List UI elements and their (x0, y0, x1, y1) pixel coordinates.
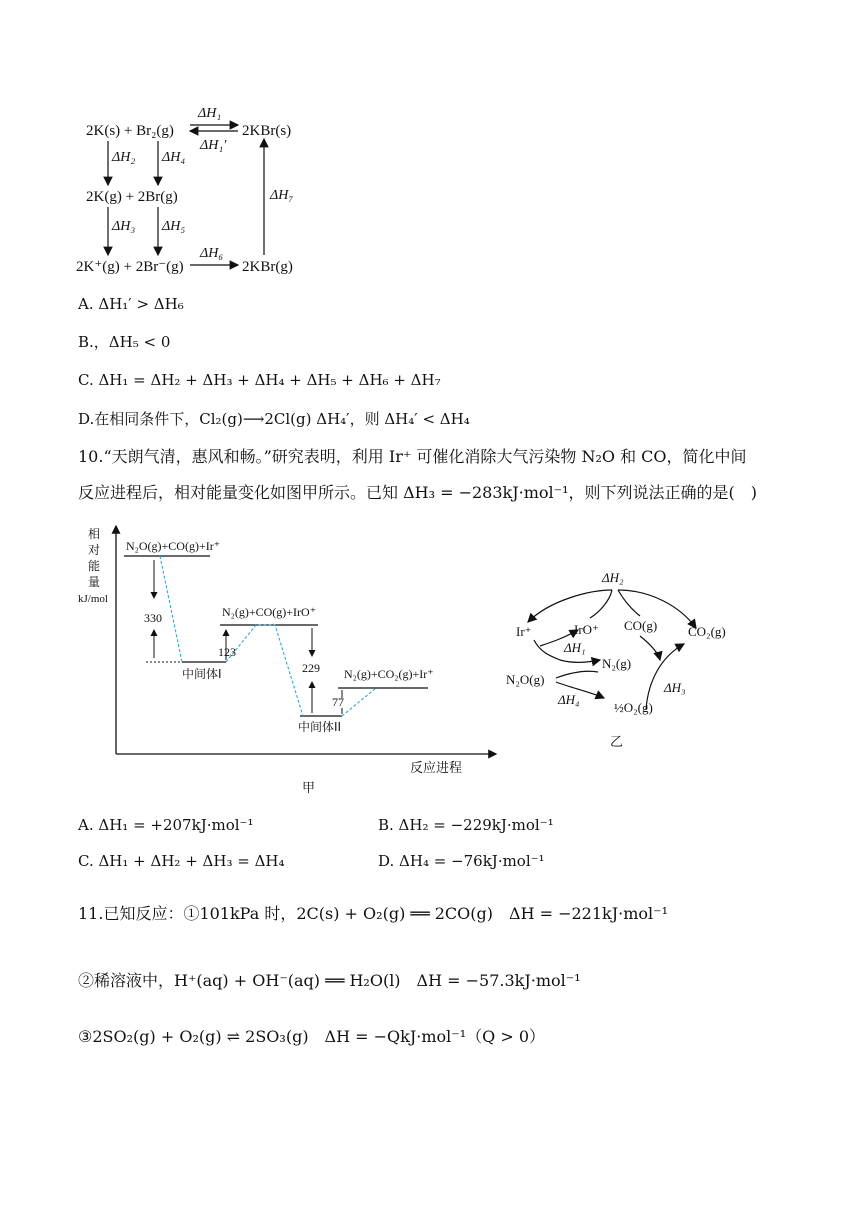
label-dh3: ΔH₃ (112, 219, 136, 234)
caption-yi: 乙 (610, 735, 624, 750)
state2-label: N₂(g)+CO(g)+IrO⁺ (222, 605, 317, 619)
label-dh6: ΔH₆ (200, 246, 224, 261)
label-dh2: ΔH₂ (112, 150, 136, 165)
reaction-cycle-figure-yi (500, 560, 760, 760)
state-kbr-s: 2KBr(s) (242, 123, 292, 139)
label-dh3: ΔH₃ (664, 680, 686, 695)
co-gas: CO(g) (624, 618, 658, 633)
q9-option-b: B.，ΔH₅ < 0 (78, 333, 171, 351)
state-k-s-br2-g: 2K(s) + Br₂(g) (86, 123, 174, 139)
q11-line2: ②稀溶液中，H⁺(aq) + OH⁻(aq) ══ H₂O(l) ΔH = −57.3kJ·mol⁻¹ (78, 971, 581, 990)
energy-profile-figure-jia (70, 518, 510, 798)
value-229: 229 (302, 661, 320, 675)
label-dh4: ΔH₄ (162, 150, 186, 165)
half-o2-gas: ½O₂(g) (614, 700, 653, 715)
caption-jia: 甲 (302, 781, 316, 796)
iro-ion: IrO⁺ (574, 622, 599, 637)
q10-option-a: A. ΔH₁ = +207kJ·mol⁻¹ (78, 816, 254, 834)
q10-option-d: D. ΔH₄ = −76kJ·mol⁻¹ (378, 852, 545, 870)
ylabel-unit: kJ/mol (78, 593, 108, 605)
state1-label: N₂O(g)+CO(g)+Ir⁺ (126, 539, 221, 553)
value-123: 123 (218, 645, 236, 659)
intermediate1-label: 中间体I (182, 667, 222, 681)
co2-gas: CO₂(g) (688, 624, 726, 639)
state-k-g-br-g: 2K(g) + 2Br(g) (86, 189, 178, 205)
q10-option-b: B. ΔH₂ = −229kJ·mol⁻¹ (378, 816, 554, 834)
n2o-gas: N₂O(g) (506, 672, 545, 687)
q9-option-c: C. ΔH₁ = ΔH₂ + ΔH₃ + ΔH₄ + ΔH₅ + ΔH₆ + ΔH₇ (78, 371, 441, 389)
q10-option-c: C. ΔH₁ + ΔH₂ + ΔH₃ = ΔH₄ (78, 852, 285, 870)
q10-stem-line2: 反应进程后，相对能量变化如图甲所示。已知 ΔH₃ = −283kJ·mol⁻¹，则下列说法正确的是( ) (78, 483, 757, 502)
ylabel-char-2: 对 (88, 543, 101, 557)
label-dh1: ΔH₁ (198, 106, 222, 121)
q10-stem-line1: 10.“天朗气清，惠风和畅。”研究表明，利用 Ir⁺ 可催化消除大气污染物 N₂O 和 CO，简化中间 (78, 447, 747, 466)
n2-gas: N₂(g) (602, 656, 632, 671)
xlabel: 反应进程 (410, 761, 463, 776)
ylabel-char-4: 量 (88, 575, 101, 589)
label-dh1-prime: ΔH₁′ (200, 138, 227, 153)
label-dh2: ΔH₂ (602, 570, 624, 585)
value-330: 330 (144, 611, 162, 625)
state-kbr-g: 2KBr(g) (242, 259, 293, 275)
label-dh7: ΔH₇ (270, 188, 294, 203)
ylabel-char-3: 能 (88, 559, 101, 573)
label-dh5: ΔH₅ (162, 219, 186, 234)
state-k-ion-br-ion: 2K⁺(g) + 2Br⁻(g) (76, 259, 184, 275)
value-77: 77 (332, 695, 344, 709)
intermediate2-label: 中间体II (298, 720, 342, 734)
state3-label: N₂(g)+CO₂(g)+Ir⁺ (344, 667, 434, 681)
label-dh1: ΔH₁ (564, 640, 586, 655)
q11-line3: ③2SO₂(g) + O₂(g) ⇌ 2SO₃(g) ΔH = −QkJ·mol⁻¹（Q > 0） (78, 1027, 546, 1046)
q9-option-a: A. ΔH₁′ > ΔH₆ (78, 295, 184, 313)
label-dh4: ΔH₄ (558, 692, 580, 707)
born-haber-cycle-diagram (70, 95, 330, 280)
q9-option-d: D.在相同条件下，Cl₂(g)⟶2Cl(g) ΔH₄′，则 ΔH₄′ < ΔH₄ (78, 410, 470, 428)
ir-ion: Ir⁺ (516, 624, 532, 639)
q11-line1: 11.已知反应：①101kPa 时，2C(s) + O₂(g) ══ 2CO(g) ΔH = −221kJ·mol⁻¹ (78, 904, 669, 923)
ylabel-char-1: 相 (88, 527, 101, 541)
